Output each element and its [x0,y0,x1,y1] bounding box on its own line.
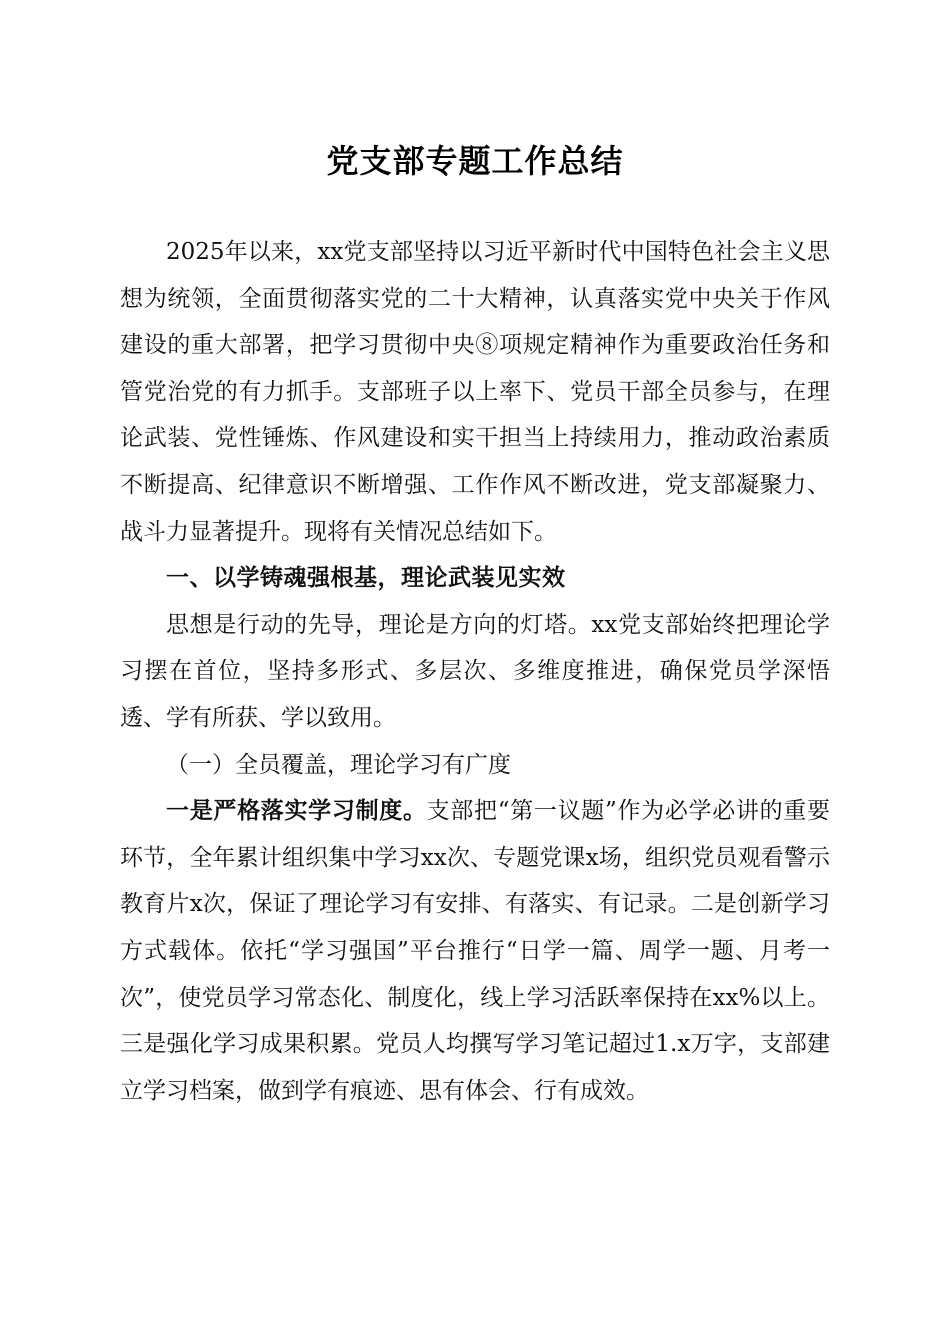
subsection-lead: 一是严格落实学习制度。 [166,797,427,825]
page-title: 党支部专题工作总结 [326,142,624,180]
section-paragraph: 思想是行动的先导，理论是方向的灯塔。xx党支部始终把理论学习摆在首位，坚持多形式、多层次、多维度推进，确保党员学深悟透、学有所获、学以致用。 [120,611,830,731]
intro-paragraph: 2025年以来，xx党支部坚持以习近平新时代中国特色社会主义思想为统领，全面贯彻落实党的二十大精神，认真落实党中央关于作风建设的重大部署，把学习贯彻中央⑧项规定精神作为重要政治任务和管党治党的有力抓手。支部班子以上率下、党员干部全员参与，在理论武装、党性锤炼、作风建设和实干担当上持续用力，推动政治素质不断提高、纪律意识不断增强、工作作风不断改进，党支部凝聚力、战斗力显著提升。现将有关情况总结如下。 [120,239,830,545]
subsection-body: 支部把“第一议题”作为必学必讲的重要环节，全年累计组织集中学习xx次、专题党课x场，组织党员观看警示教育片x次，保证了理论学习有安排、有落实、有记录。二是创新学习方式载体。依托“学习强国”平台推行“日学一篇、周学一题、月考一次”，使党员学习常态化、制度化，线上学习活跃率保持在xx%以上。三是强化学习成果积累。党员人均撰写学习笔记超过1.x万字，支部建立学习档案，做到学有痕迹、思有体会、行有成效。 [120,798,830,1104]
document-body [120,229,830,1114]
section-heading: 一、以学铸魂强根基，理论武装见实效 [166,565,566,592]
subsection-paragraph [120,788,830,1114]
subsection-heading: （一）全员覆盖，理论学习有广度 [166,751,511,778]
